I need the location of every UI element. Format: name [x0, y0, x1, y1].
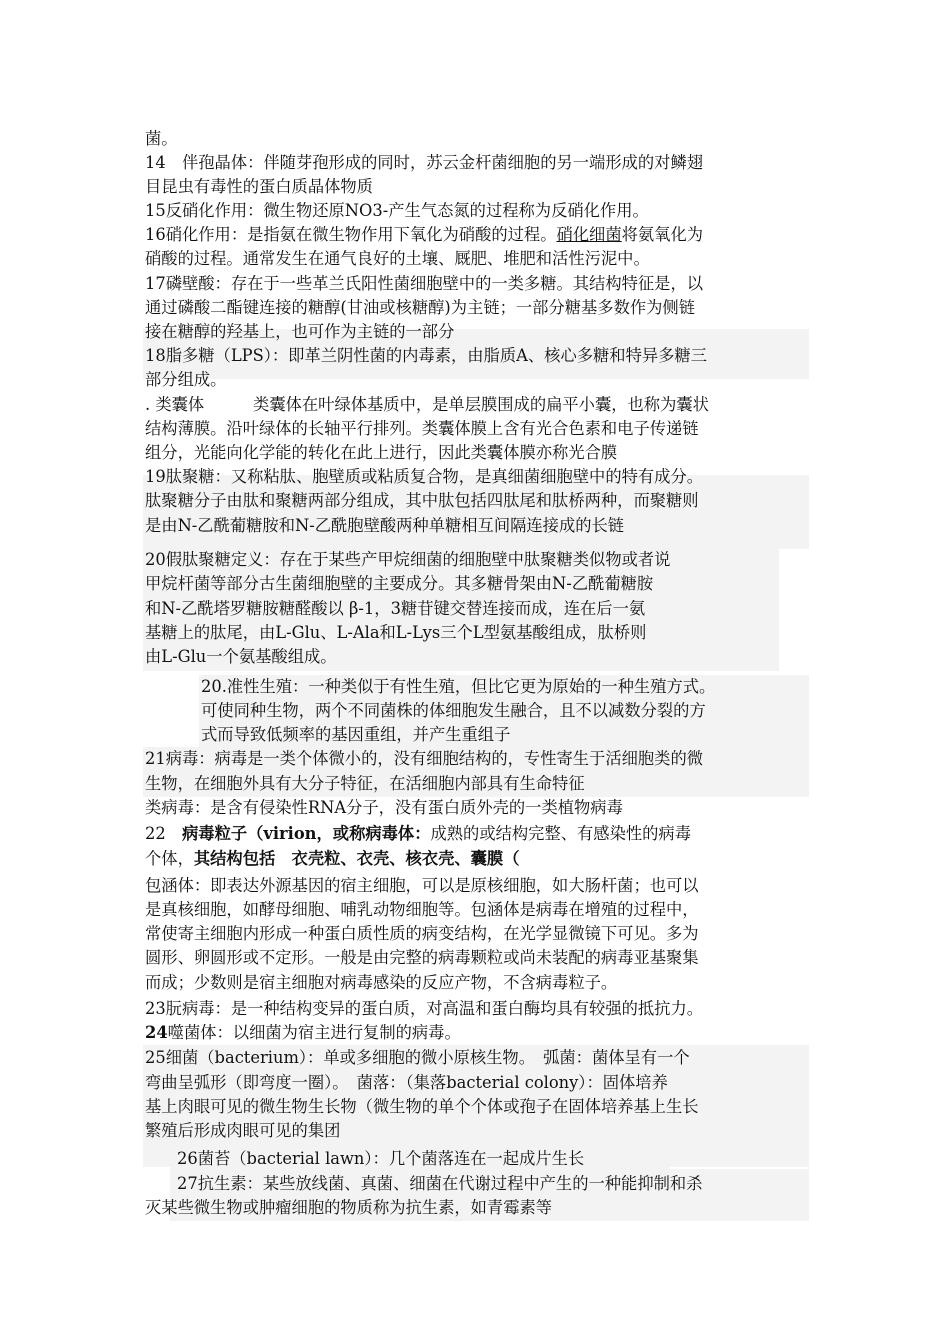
entry-prion: 23朊病毒：是一种结构变异的蛋白质，对高温和蛋白酶均具有较强的抵抗力。 [145, 999, 704, 1018]
virion-term: 病毒粒子（virion，或称病毒体： [182, 824, 431, 843]
text-line: 目昆虫有毒性的蛋白质晶体物质 [145, 177, 373, 196]
text-line: 可使同种生物，两个不同菌株的体细胞发生融合，且不以减数分裂的方 [201, 701, 706, 720]
virion-definition: 成熟的或结构完整、有感染性的病毒 [430, 824, 691, 843]
text-line: 基上肉眼可见的微生物生长物（微生物的单个个体或孢子在固体培养基上生长 [145, 1097, 699, 1116]
text-line: 通过磷酸二酯键连接的糖醇(甘油或核糖醇)为主链；一部分糖基多数作为侧链 [145, 298, 695, 317]
entry-teichoic-acid: 17磷壁酸：存在于一些革兰氏阳性菌细胞壁中的一类多糖。其结构特征是，以 [145, 274, 704, 293]
text-line: 甲烷杆菌等部分古生菌细胞壁的主要成分。其多糖骨架由N-乙酰葡糖胺 [145, 574, 654, 593]
text-line: 结构薄膜。沿叶绿体的长轴平行排列。类囊体膜上含有光合色素和电子传递链 [145, 419, 699, 438]
entry-bacterial-lawn: 26菌苔（bacterial lawn）：几个菌落连在一起成片生长 [177, 1149, 585, 1168]
entry-antibiotic: 27抗生素：某些放线菌、真菌、细菌在代谢过程中产生的一种能抑制和杀 [177, 1174, 703, 1193]
text-line: 基糖上的肽尾，由L-Glu、L-Ala和L-Lys三个L型氨基酸组成，肽桥则 [145, 623, 647, 642]
entry-viroid: 类病毒：是含有侵染性RNA分子，没有蛋白质外壳的一类植物病毒 [145, 798, 623, 817]
virion-structure: 其结构包括 衣壳粒、衣壳、核衣壳、囊膜（ [193, 849, 520, 868]
nitrification-text-end: 将氨氧化为 [621, 225, 704, 244]
bacteriophage-number: 24 [145, 1023, 168, 1042]
text-line: 接在糖醇的羟基上，也可作为主链的一部分 [145, 322, 455, 341]
text-line: 部分组成。 [145, 370, 227, 389]
text-line: 肽聚糖分子由肽和聚糖两部分组成，其中肽包括四肽尾和肽桥两种，而聚糖则 [145, 491, 699, 510]
entry-peptidoglycan: 19肽聚糖：又称粘肽、胞壁质或粘质复合物，是真细菌细胞壁中的特有成分。 [145, 467, 704, 486]
text-line: 组分，光能向化学能的转化在此上进行，因此类囊体膜亦称光合膜 [145, 443, 618, 462]
entry-nitrification [145, 223, 703, 247]
text-line: 硝酸的过程。通常发生在通气良好的土壤、厩肥、堆肥和活性污泥中。 [145, 249, 650, 268]
text-line: 由L-Glu一个氨基酸组成。 [145, 647, 337, 666]
entry-parasporal-crystal: 14 伴孢晶体：伴随芽孢形成的同时，苏云金杆菌细胞的另一端形成的对鳞翅 [145, 153, 704, 172]
text-line: 常使寄主细胞内形成一种蛋白质性质的病变结构，在光学显微镜下可见。多为 [145, 924, 699, 943]
entry-virus: 21病毒：病毒是一类个体微小的，没有细胞结构的，专性寄生于活细胞类的微 [145, 749, 704, 768]
virion-text: 个体， [145, 849, 194, 868]
text-line: 生物，在细胞外具有大分子特征，在活细胞内部具有生命特征 [145, 774, 585, 793]
text-line: 式而导致低频率的基因重组，并产生重组子 [201, 725, 511, 744]
text-line: 圆形、卵圆形或不定形。一般是由完整的病毒颗粒或尚未装配的病毒亚基聚集 [145, 948, 699, 967]
entry-lipopolysaccharide: 18脂多糖（LPS）：即革兰阴性菌的内毒素，由脂质A、核心多糖和特异多糖三 [145, 346, 707, 365]
text-line [145, 847, 520, 871]
entry-virion [145, 822, 691, 846]
entry-denitrification: 15反硝化作用：微生物还原NO3-产生气态氮的过程称为反硝化作用。 [145, 201, 649, 220]
nitrification-text: 16硝化作用：是指氨在微生物作用下氧化为硝酸的过程。 [145, 225, 557, 244]
text-line: 灭某些微生物或肿瘤细胞的物质称为抗生素，如青霉素等 [145, 1198, 553, 1217]
text-line: 是真核细胞，如酵母细胞、哺乳动物细胞等。包涵体是病毒在增殖的过程中， [145, 900, 699, 919]
text-line: 菌。 [145, 129, 178, 148]
entry-parasexual-reproduction: 20.准性生殖：一种类似于有性生殖，但比它更为原始的一种生殖方式。 [201, 677, 716, 696]
text-line: 弯曲呈弧形（即弯度一圈）。 菌落：（集落bacterial colony）：固体培养 [145, 1073, 668, 1092]
entry-pseudopeptidoglycan: 20假肽聚糖定义：存在于某些产甲烷细菌的细胞壁中肽聚糖类似物或者说 [145, 550, 671, 569]
virion-number: 22 [145, 824, 182, 843]
text-line: 而成；少数则是宿主细胞对病毒感染的反应产物，不含病毒粒子。 [145, 973, 618, 992]
entry-inclusion-body: 包涵体：即表达外源基因的宿主细胞，可以是原核细胞，如大肠杆菌；也可以 [145, 876, 699, 895]
bacteriophage-text: 噬菌体：以细菌为宿主进行复制的病毒。 [167, 1023, 461, 1042]
text-line: 繁殖后形成肉眼可见的集团 [145, 1121, 341, 1140]
entry-bacterium: 25细菌（bacterium）：单或多细胞的微小原核生物。 弧菌：菌体呈有一个 [145, 1048, 690, 1067]
entry-thylakoid: . 类囊体 类囊体在叶绿体基质中，是单层膜围成的扁平小囊，也称为囊状 [145, 395, 709, 414]
text-line: 和N-乙酰塔罗糖胺糖醛酸以 β-1，3糖苷键交替连接而成，连在后一氨 [145, 599, 646, 618]
text-line: 是由N-乙酰葡糖胺和N-乙酰胞壁酸两种单糖相互间隔连接成的长链 [145, 516, 625, 535]
entry-bacteriophage [145, 1021, 461, 1045]
nitrifying-bacteria-link[interactable]: 硝化细菌 [556, 225, 622, 244]
